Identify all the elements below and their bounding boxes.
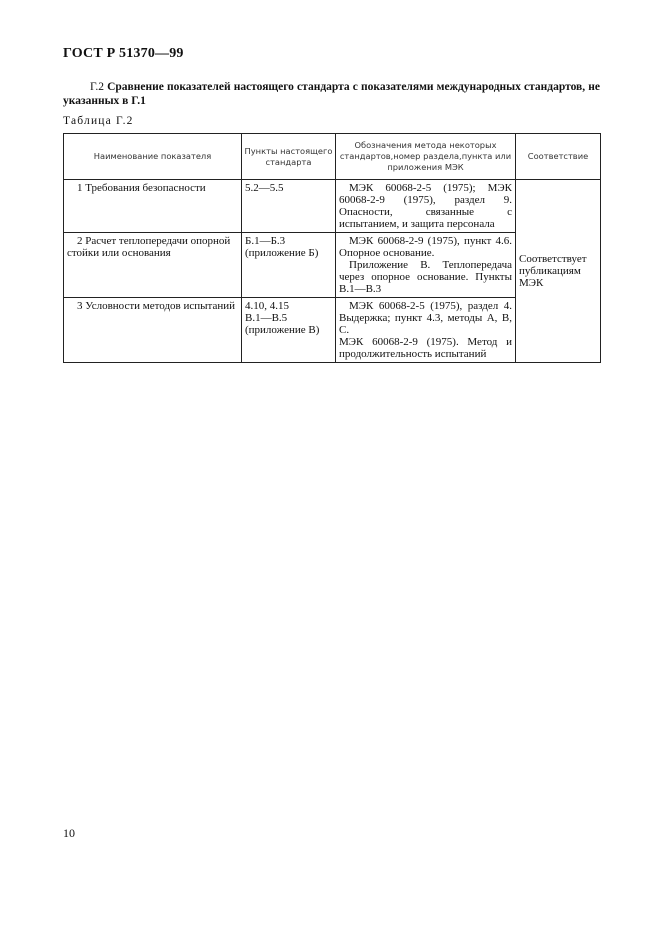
row-clauses [242,180,336,233]
clause-line: (приложение Б) [245,247,319,259]
clause-line: 4.10, 4.15 [245,300,289,312]
row-clauses [242,233,336,298]
clause-line: (приложение В) [245,324,320,336]
clause-line: Б.1—Б.3 [245,235,286,247]
column-header-clauses: Пункты настоящего стандарта [242,134,336,180]
iec-paragraph: МЭК 60068-2-9 (1975). Метод и продолжительность испытаний [339,336,512,360]
row-indicator-name: 2 Расчет теплопередачи опорной стойки или основания [64,233,242,298]
compliance-cell: Соответствует публикациям МЭК [516,180,601,363]
table-row [64,180,601,233]
row-indicator-name: 3 Условности методов испытаний [64,298,242,363]
row-iec-method [336,180,516,233]
column-header-compliance: Соответствие [516,134,601,180]
table-header-row [64,134,601,180]
row-iec-method [336,298,516,363]
iec-paragraph: МЭК 60068-2-5 (1975); МЭК 60068-2-9 (1975), раздел 9. Опасности, связанные с испытанием, и защита персонала [339,182,512,230]
table-caption: Таблица Г.2 [63,115,134,127]
section-title-text: Сравнение показателей настоящего стандарта с показателями международных стандартов, не указанных в Г.1 [63,81,600,107]
column-header-indicator: Наименование показателя [64,134,242,180]
iec-paragraph: Приложение В. Теплопередача через опорное основание. Пункты В.1—В.3 [339,259,512,295]
section-number: Г.2 [90,81,104,93]
document-header: ГОСТ Р 51370—99 [63,46,184,61]
iec-paragraph: МЭК 60068-2-5 (1975), раздел 4. Выдержка; пункт 4.3, методы А, В, С. [339,300,512,336]
column-header-iec-method: Обозначения метода некоторых стандартов,номер раздела,пункта или приложения МЭК [336,134,516,180]
comparison-table-wrapper [63,133,601,363]
section-heading [63,80,600,108]
page-number: 10 [63,826,75,840]
clause-line: 5.2—5.5 [245,182,284,194]
row-iec-method [336,233,516,298]
iec-paragraph: МЭК 60068-2-9 (1975), пункт 4.6. Опорное основание. [339,235,512,259]
clause-line: В.1—В.5 [245,312,288,324]
row-indicator-name: 1 Требования безопасности [64,180,242,233]
comparison-table [63,133,601,363]
row-clauses [242,298,336,363]
